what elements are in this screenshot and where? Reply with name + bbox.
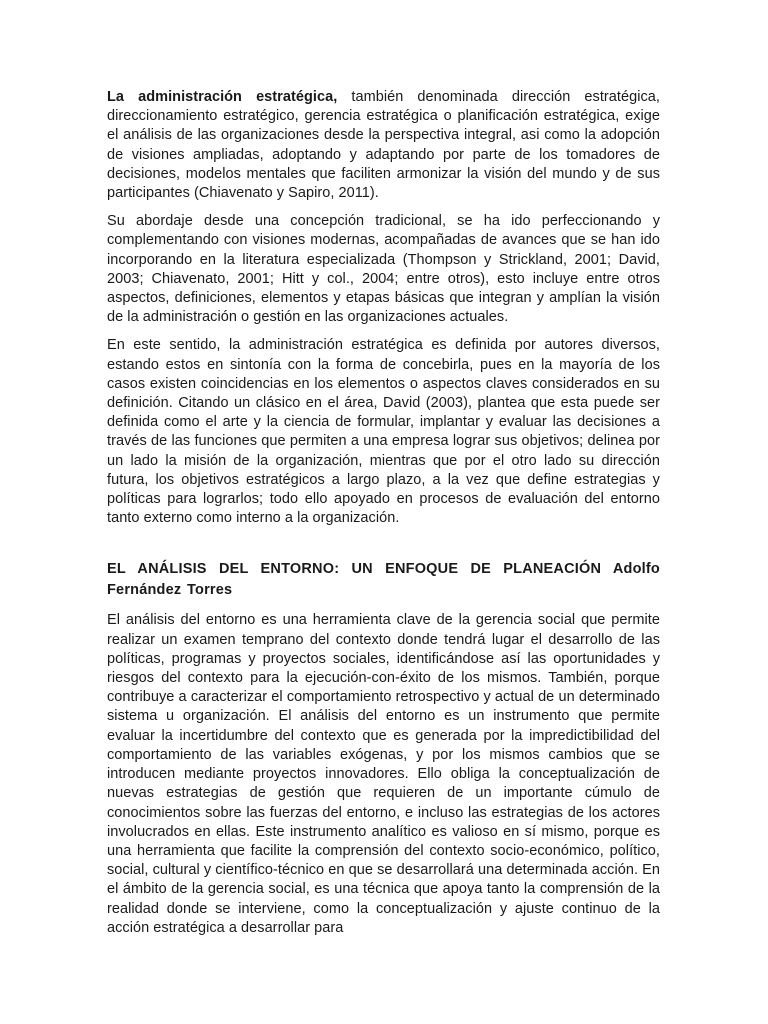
paragraph-environment-analysis: El análisis del entorno es una herramienta clave de la gerencia social que permite realizar un examen temprano del contexto donde tendrá lugar el desarrollo de las políticas, programas y proyectos sociales, identificándose así las oportunidades y riesgos del contexto para la ejecución-con-éxito de los mismos. También, porque contribuye a caracterizar el comportamiento retrospectivo y actual de un determinado sistema u organización. El análisis del entorno es un instrumento que permite evaluar la incertidumbre del contexto que es generada por la impredictibilidad del comportamiento de las variables exógenas, y por los mismos cambios que se introducen mediante proyectos innovadores. Ello obliga la conceptualización de nuevas estrategias de gestión que requieren de un importante cúmulo de conocimientos sobre las fuerzas del entorno, e incluso las estrategias de los actores involucrados en ellas. Este instrumento analítico es valioso en sí mismo, porque es una herramienta que facilite la comprensión del contexto socio-económico, político, social, cultural y científico-técnico en que se desarrollará una determinada acción. En el ámbito de la gerencia social, es una técnica que apoya tanto la comprensión de la realidad donde se interviene, como la conceptualización y ajuste continuo de la acción estratégica a desarrollar para: [107, 612, 660, 936]
paragraph-definition: En este sentido, la administración estratégica es definida por autores diversos, estando estos en sintonía con la forma de concebirla, pues en la mayoría de los casos existen coincidencias en los elementos o aspectos claves considerados en su definición. Citando un clásico en el área, David (2003), plantea que esta puede ser definida como el arte y la ciencia de formular, implantar y evaluar las decisiones a través de las funciones que permiten a una empresa lograr sus objetivos; delinea por un lado la misión de la organización, mientras que por el otro lado su dirección futura, los objetivos estratégicos a largo plazo, a la vez que define estrategias y políticas para lograrlos; todo ello apoyado en procesos de evaluación del entorno tanto externo como interno a la organización.: [107, 337, 660, 527]
intro-lead-term: La administración estratégica,: [107, 89, 338, 105]
intro-paragraph: [107, 88, 660, 203]
document-page: [107, 88, 660, 947]
paragraph-approach: Su abordaje desde una concepción tradicional, se ha ido perfeccionando y complementando con visiones modernas, acompañadas de avances que se han ido incorporando en la literatura especializada (Thompson y Strickland, 2001; David, 2003; Chiavenato, 2001; Hitt y col., 2004; entre otros), esto incluye entre otros aspectos, definiciones, elementos y etapas básicas que integran y amplían la visión de la administración o gestión en las organizaciones actuales.: [107, 213, 660, 326]
section-heading: EL ANÁLISIS DEL ENTORNO: UN ENFOQUE DE PLANEACIÓN Adolfo Fernández Torres: [107, 561, 660, 599]
intro-paragraph-text: también denominada dirección estratégica, direccionamiento estratégico, gerencia estratégica o planificación estratégica, exige el análisis de las organizaciones desde la perspectiva integral, asi como la adopción de visiones ampliadas, adoptando y adaptando por parte de los tomadores de decisiones, modelos mentales que faciliten armonizar la visión del mundo y de sus participantes (Chiavenato y Sapiro, 2011).: [107, 89, 660, 202]
